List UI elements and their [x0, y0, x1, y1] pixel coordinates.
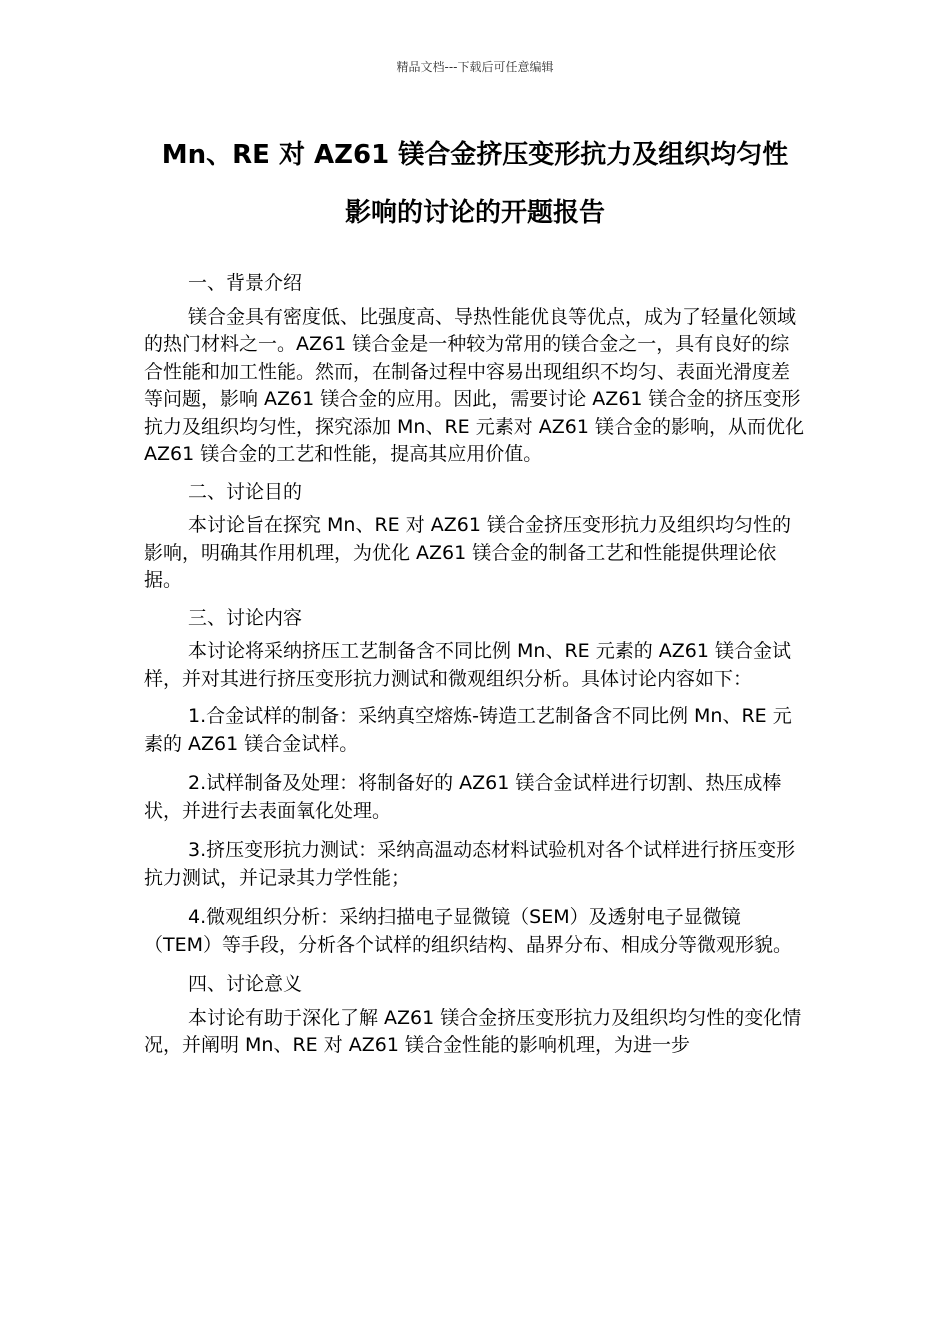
list-item: 3.挤压变形抗力测试：采纳高温动态材料试验机对各个试样进行挤压变形抗力测试，并记录其力学性能；	[144, 839, 796, 889]
document-title-line-2: 影响的讨论的开题报告	[344, 198, 605, 228]
document-body	[144, 270, 808, 1070]
list-item: 1.合金试样的制备：采纳真空熔炼-铸造工艺制备含不同比例 Mn、RE 元素的 AZ61 镁合金试样。	[144, 705, 792, 755]
document-title-line-1: Mn、RE 对 AZ61 镁合金挤压变形抗力及组织均匀性	[161, 140, 789, 170]
paragraph-background: 镁合金具有密度低、比强度高、导热性能优良等优点，成为了轻量化领域的热门材料之一。AZ61 镁合金是一种较为常用的镁合金之一，具有良好的综合性能和加工性能。然而，在制备过程中容易出现组织不均匀、表面光滑度差等问题，影响 AZ61 镁合金的应用。因此，需要讨论 AZ61 镁合金的挤压变形抗力及组织均匀性，探究添加 Mn、RE 元素对 AZ61 镁合金的影响，从而优化 AZ61 镁合金的工艺和性能，提高其应用价值。	[144, 305, 804, 465]
section-heading-content: 三、讨论内容	[188, 606, 303, 629]
section-heading-purpose: 二、讨论目的	[188, 480, 303, 503]
paragraph-significance: 本讨论有助于深化了解 AZ61 镁合金挤压变形抗力及组织均匀性的变化情况，并阐明 Mn、RE 对 AZ61 镁合金性能的影响机理，为进一步	[144, 1006, 802, 1056]
header-note: 精品文档---下载后可任意编辑	[396, 60, 554, 74]
section-heading-background: 一、背景介绍	[188, 272, 303, 294]
section-heading-significance: 四、讨论意义	[188, 973, 303, 995]
paragraph-purpose: 本讨论旨在探究 Mn、RE 对 AZ61 镁合金挤压变形抗力及组织均匀性的影响，明确其作用机理，为优化 AZ61 镁合金的制备工艺和性能提供理论依据。	[144, 514, 791, 591]
paragraph-content-intro: 本讨论将采纳挤压工艺制备含不同比例 Mn、RE 元素的 AZ61 镁合金试样，并对其进行挤压变形抗力测试和微观组织分析。具体讨论内容如下：	[144, 640, 791, 690]
list-item: 2.试样制备及处理：将制备好的 AZ61 镁合金试样进行切割、热压成棒状，并进行去表面氧化处理。	[144, 772, 782, 822]
list-item: 4.微观组织分析：采纳扫描电子显微镜（SEM）及透射电子显微镜（TEM）等手段，分析各个试样的组织结构、晶界分布、相成分等微观形貌。	[144, 906, 793, 956]
